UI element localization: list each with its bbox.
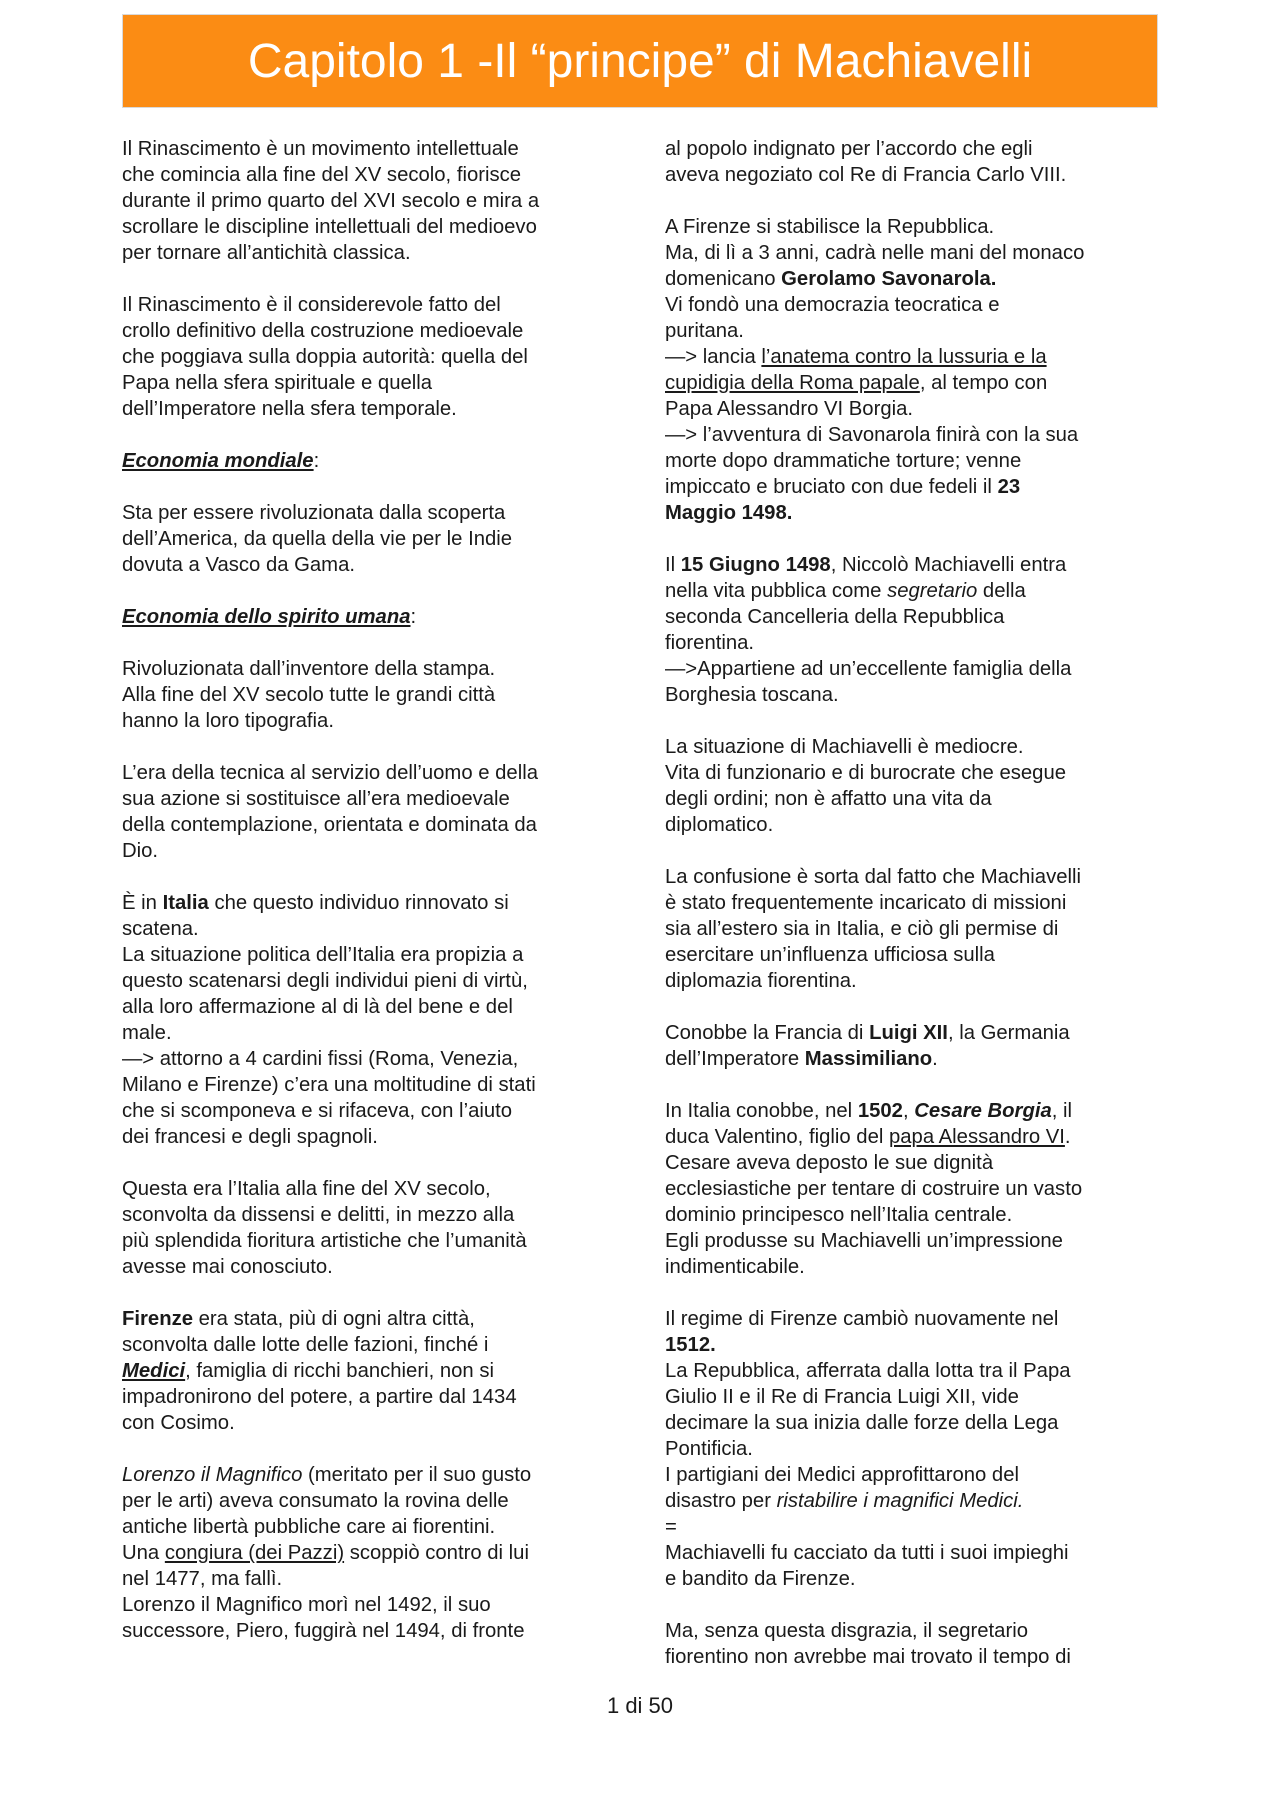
- paragraph-rinascimento-crollo: Il Rinascimento è il considerevole fatto del crollo definitivo della costruzione medioevale che poggiava sulla doppia autorità: quella del Papa nella sfera spirituale e quella dell’Imperatore nella sfera temporale.: [122, 294, 528, 420]
- paragraph-confusione: La confusione è sorta dal fatto che Machiavelli è stato frequentemente incaricato di missioni sia all’estero sia in Italia, e ciò gli permise di esercitare un’influenza ufficiosa sulla diplomazia fiorentina.: [665, 866, 1082, 992]
- paragraph-italia-fine-xv: Questa era l’Italia alla fine del XV secolo, sconvolta da dissensi e delitti, in mezzo alla più splendida fioritura artistiche che l’umanità avesse mai conosciuto.: [122, 1178, 527, 1278]
- paragraph-regime-1512: Il regime di Firenze cambiò nuovamente nel 1512. La Repubblica, afferrata dalla lotta tra il Papa Giulio II e il Re di Francia Luigi XII, vide decimare la sua inizia dalle forze della Lega Pontificia. I partigiani dei Medici approfittarono del disastro per ristabilire i magnifici Medici. = Machiavelli fu cacciato da tutti i suoi impieghi e bandito da Firenze.: [665, 1308, 1071, 1590]
- left-column: [122, 136, 622, 1644]
- chapter-title: Capitolo 1 -Il “principe” di Machiavelli: [247, 34, 1033, 88]
- heading-economia-spirito: Economia dello spirito umana:: [122, 606, 417, 628]
- paragraph-era-tecnica: L’era della tecnica al servizio dell’uomo e della sua azione si sostituisce all’era medioevale della contemplazione, orientata e dominata da Dio.: [122, 762, 539, 862]
- chapter-title-banner: [122, 14, 1158, 108]
- paragraph-savonarola: A Firenze si stabilisce la Repubblica. Ma, di lì a 3 anni, cadrà nelle mani del monaco domenicano Gerolamo Savonarola. Vi fondò una democrazia teocratica e puritana. —> lancia l’anatema contro la lussuria e la cupidigia della Roma papale, al tempo con Papa Alessandro VI Borgia. —> l’avventura di Savonarola finirà con la sua morte dopo drammatiche torture; venne impiccato e bruciato con due fedeli il 23 Maggio 1498.: [665, 216, 1085, 524]
- paragraph-situazione: La situazione di Machiavelli è mediocre. Vita di funzionario e di burocrate che esegue degli ordini; non è affatto una vita da diplomatico.: [665, 736, 1067, 836]
- paragraph-stampa: Rivoluzionata dall’inventore della stampa. Alla fine del XV secolo tutte le grandi città hanno la loro tipografia.: [122, 658, 496, 732]
- paragraph-cesare-borgia: In Italia conobbe, nel 1502, Cesare Borgia, il duca Valentino, figlio del papa Alessandro VI. Cesare aveva deposto le sue dignità ecclesiastiche per tentare di costruire un vasto dominio principesco nell’Italia centrale. Egli produsse su Machiavelli un’impressione indimenticabile.: [665, 1100, 1083, 1278]
- paragraph-disgrazia: Ma, senza questa disgrazia, il segretario fiorentino non avrebbe mai trovato il tempo di: [665, 1620, 1071, 1668]
- paragraph-italia: È in Italia che questo individuo rinnovato si scatena. La situazione politica dell’Italia era propizia a questo scatenarsi degli individui pieni di virtù, alla loro affermazione al di là del bene e del male. —> attorno a 4 cardini fissi (Roma, Venezia, Milano e Firenze) c’era una moltitudine di stati che si scomponeva e si rifaceva, con l’aiuto dei francesi e degli spagnoli.: [122, 892, 536, 1148]
- paragraph-popolo: al popolo indignato per l’accordo che egli aveva negoziato col Re di Francia Carlo VIII.: [665, 138, 1067, 186]
- paragraph-francia-germania: Conobbe la Francia di Luigi XII, la Germania dell’Imperatore Massimiliano.: [665, 1022, 1070, 1070]
- paragraph-machiavelli-segretario: Il 15 Giugno 1498, Niccolò Machiavelli entra nella vita pubblica come segretario della seconda Cancelleria della Repubblica fiorentina. —>Appartiene ad un’eccellente famiglia della Borghesia toscana.: [665, 554, 1072, 706]
- paragraph-economia-mondiale: Sta per essere rivoluzionata dalla scoperta dell’America, da quella della vie per le Indie dovuta a Vasco da Gama.: [122, 502, 513, 576]
- page-number: 1 di 50: [606, 1693, 674, 1718]
- paragraph-firenze: Firenze era stata, più di ogni altra città, sconvolta dalle lotte delle fazioni, finché i Medici, famiglia di ricchi banchieri, non si impadronirono del potere, a partire dal 1434 con Cosimo.: [122, 1308, 517, 1434]
- paragraph-lorenzo: Lorenzo il Magnifico (meritato per il suo gusto per le arti) aveva consumato la rovina delle antiche libertà pubbliche care ai fiorentini. Una congiura (dei Pazzi) scoppiò contro di lui nel 1477, ma fallì. Lorenzo il Magnifico morì nel 1492, il suo successore, Piero, fuggirà nel 1494, di fronte: [122, 1464, 532, 1642]
- heading-economia-mondiale: Economia mondiale:: [122, 450, 320, 472]
- paragraph-rinascimento-intro: Il Rinascimento è un movimento intellettuale che comincia alla fine del XV secolo, fiorisce durante il primo quarto del XVI secolo e mira a scrollare le discipline intellettuali del medioevo per tornare all’antichità classica.: [122, 138, 540, 264]
- right-column: [665, 136, 1167, 1670]
